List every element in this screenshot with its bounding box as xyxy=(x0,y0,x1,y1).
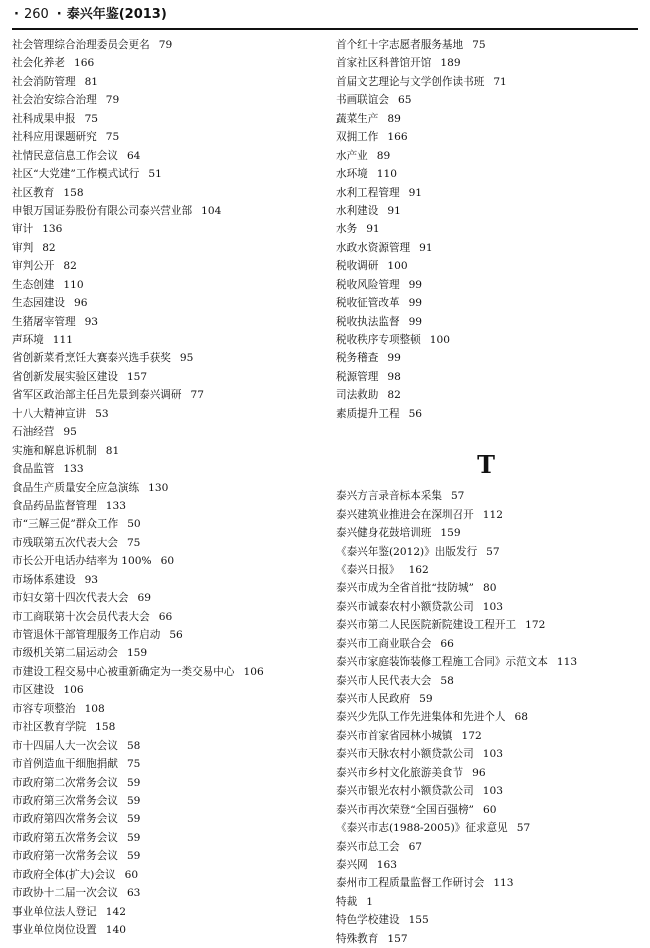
index-page-number: 99 xyxy=(408,278,423,291)
index-term: 税收执法监督 xyxy=(336,315,400,328)
index-term: 首个红十字志愿者服务基地 xyxy=(336,39,464,51)
index-entry xyxy=(336,91,646,109)
index-entry xyxy=(336,349,646,367)
index-entry xyxy=(336,54,646,72)
index-entry xyxy=(12,460,330,478)
index-page-number: 60 xyxy=(482,803,497,816)
index-page-number: 68 xyxy=(514,711,528,724)
index-page-number: 59 xyxy=(126,813,141,826)
index-entry xyxy=(336,202,646,220)
index-entry xyxy=(12,73,330,91)
index-page-number: 103 xyxy=(482,785,503,798)
index-page-number: 163 xyxy=(376,858,398,871)
index-page-number: 58 xyxy=(126,739,141,752)
index-entry xyxy=(336,405,646,423)
index-page-number: 112 xyxy=(482,508,503,521)
index-entry xyxy=(336,911,646,929)
index-entry xyxy=(12,663,330,681)
index-page-number: 95 xyxy=(179,352,194,365)
index-term: 水利建设 xyxy=(336,204,379,217)
index-entry xyxy=(12,128,330,146)
index-page-number: 75 xyxy=(126,536,141,549)
index-page-number: 136 xyxy=(42,223,63,236)
index-entry xyxy=(336,838,646,856)
index-page-number: 64 xyxy=(126,149,141,162)
index-page-number: 51 xyxy=(148,168,162,181)
index-term: 水产业 xyxy=(336,149,368,162)
index-page-number: 59 xyxy=(126,794,141,807)
index-page-number: 50 xyxy=(127,518,141,531)
index-column-left xyxy=(12,36,330,939)
index-term: 社科成果申报 xyxy=(12,112,76,125)
index-page-number: 166 xyxy=(387,131,408,144)
index-page-number: 100 xyxy=(429,334,450,346)
index-term: 市政府第二次常务会议 xyxy=(12,776,118,789)
index-page-number: 162 xyxy=(408,563,429,576)
index-entry xyxy=(12,534,330,552)
index-entry xyxy=(12,423,330,441)
index-term: 市建设工程交易中心被重新确定为一类交易中心 xyxy=(12,665,235,678)
index-page-number: 60 xyxy=(124,868,139,881)
index-entry xyxy=(12,755,330,773)
index-page-number: 104 xyxy=(201,204,222,217)
index-entry xyxy=(336,128,646,146)
index-page-number: 75 xyxy=(84,112,99,125)
index-entry xyxy=(12,515,330,533)
index-page-number: 82 xyxy=(42,241,56,254)
index-entry xyxy=(336,561,646,579)
index-term: 泰兴市成为全省首批“技防城” xyxy=(336,582,474,595)
index-term: 泰兴市人民代表大会 xyxy=(336,674,432,687)
index-term: 事业单位法人登记 xyxy=(12,905,97,918)
index-page-number: 96 xyxy=(73,297,88,310)
index-term: 泰兴市家庭装饰装修工程施工合同》示范文本 xyxy=(336,656,548,669)
index-term: 蔬菜生产 xyxy=(336,112,379,125)
index-term: 实施和解息诉机制 xyxy=(12,444,97,457)
index-entry xyxy=(336,856,646,874)
index-page-number: 98 xyxy=(387,370,401,383)
index-page-number: 67 xyxy=(408,840,423,853)
index-page-number: 59 xyxy=(419,693,433,705)
index-term: 社情民意信息工作会议 xyxy=(12,149,118,162)
index-page-number: 59 xyxy=(126,850,141,863)
index-page-number: 157 xyxy=(387,932,408,945)
index-page-number: 172 xyxy=(525,619,546,632)
index-term: 石油经营 xyxy=(12,426,55,439)
index-entry xyxy=(12,571,330,589)
index-entry xyxy=(336,73,646,91)
index-term: 水政水资源管理 xyxy=(336,241,411,254)
index-term: 泰兴市首家省园林小城镇 xyxy=(336,729,453,742)
index-page-number: 79 xyxy=(158,39,173,51)
index-term: 税收征管改革 xyxy=(336,297,400,310)
index-term: 市十四届人大一次会议 xyxy=(12,739,118,752)
index-entry xyxy=(336,294,646,312)
index-page-number: 57 xyxy=(450,490,465,503)
index-page-number: 82 xyxy=(63,260,77,273)
index-entry xyxy=(12,774,330,792)
index-page-number: 130 xyxy=(148,481,169,494)
index-term: 市政协十二届一次会议 xyxy=(12,887,118,900)
index-term: 社会管理综合治理委员会更名 xyxy=(12,39,150,51)
index-term: 水务 xyxy=(336,223,358,236)
index-entry xyxy=(12,700,330,718)
index-page-number: 106 xyxy=(243,665,264,678)
index-page-number: 159 xyxy=(126,647,148,660)
index-term: 泰兴市工商业联合会 xyxy=(336,637,432,650)
index-entry xyxy=(336,727,646,745)
index-entry xyxy=(12,829,330,847)
index-page-number: 75 xyxy=(126,758,141,771)
index-term: 省军区政治部主任吕先景到泰兴调研 xyxy=(12,389,182,402)
index-term: 特裁 xyxy=(336,895,358,908)
index-page-number: 113 xyxy=(556,656,578,669)
index-entry xyxy=(336,690,646,708)
index-page-number: 189 xyxy=(440,57,461,70)
index-page-number: 133 xyxy=(63,463,84,476)
index-term: 市级机关第二届运动会 xyxy=(12,647,118,660)
index-entry xyxy=(12,737,330,755)
index-term: 泰兴方言录音标本采集 xyxy=(336,490,442,503)
index-entry xyxy=(336,745,646,763)
index-page-number: 53 xyxy=(95,407,109,420)
index-entry xyxy=(336,220,646,238)
index-entry xyxy=(336,184,646,202)
index-term: 食品药品监督管理 xyxy=(12,499,97,512)
index-entry xyxy=(12,110,330,128)
index-page-number: 91 xyxy=(387,204,401,217)
index-entry xyxy=(12,497,330,515)
index-page-number: 110 xyxy=(376,168,398,181)
index-term: 食品监管 xyxy=(12,463,55,476)
index-term: 特殊教育 xyxy=(336,932,379,945)
index-term: 税源管理 xyxy=(336,370,379,383)
index-entry xyxy=(336,598,646,616)
index-term: 市管退休干部管理服务工作启动 xyxy=(12,629,161,641)
index-entry xyxy=(336,708,646,726)
index-page-number: 166 xyxy=(73,57,95,70)
index-term: 泰兴建筑业推进会在深圳召开 xyxy=(336,508,474,521)
index-term: 社科应用课题研究 xyxy=(12,131,97,144)
index-page-number: 96 xyxy=(472,766,486,779)
index-entry xyxy=(12,36,330,54)
index-term: 特色学校建设 xyxy=(336,914,400,927)
index-page-number: 82 xyxy=(387,389,401,402)
index-term: 税收调研 xyxy=(336,260,379,273)
index-entry xyxy=(12,792,330,810)
index-page-number: 59 xyxy=(126,831,141,844)
index-entry xyxy=(336,524,646,542)
page-number: 260 xyxy=(23,7,49,22)
index-entry xyxy=(12,644,330,662)
index-term: 社会消防管理 xyxy=(12,75,76,88)
index-term: 审判 xyxy=(12,241,34,254)
index-entry xyxy=(12,276,330,294)
index-page-number: 91 xyxy=(419,241,433,254)
index-term: 水利工程管理 xyxy=(336,186,400,199)
index-page-number: 103 xyxy=(482,600,503,613)
index-page-number: 1 xyxy=(366,895,373,908)
index-term: 市首例造血干细胞捐献 xyxy=(12,758,118,771)
index-entry xyxy=(336,313,646,331)
index-entry xyxy=(12,368,330,386)
index-entry xyxy=(336,386,646,404)
index-term: 省创新发展实验区建设 xyxy=(12,370,118,383)
index-entry xyxy=(12,479,330,497)
index-term: 市社区教育学院 xyxy=(12,721,87,734)
index-term: 声环境 xyxy=(12,334,44,346)
index-entry xyxy=(12,54,330,72)
index-page-number: 113 xyxy=(493,877,514,890)
index-entry xyxy=(336,764,646,782)
index-term: 双拥工作 xyxy=(336,131,379,144)
index-page-number: 80 xyxy=(482,582,497,595)
index-entry xyxy=(12,718,330,736)
index-term: 泰兴市第二人民医院新院建设工程开工 xyxy=(336,619,517,632)
index-entry xyxy=(336,239,646,257)
section-letter: T xyxy=(477,450,495,480)
header-bullet: · xyxy=(14,7,19,22)
index-term: 社区教育 xyxy=(12,186,55,199)
index-term: 市残联第五次代表大会 xyxy=(12,536,118,549)
index-page-number: 99 xyxy=(408,315,423,328)
index-page-number: 108 xyxy=(84,702,105,715)
index-page-number: 95 xyxy=(63,426,77,439)
index-term: 市长公开电话办结率为 100% xyxy=(12,555,152,568)
index-page-number: 100 xyxy=(387,260,408,273)
index-page-number: 63 xyxy=(126,887,141,900)
index-entry xyxy=(12,147,330,165)
index-term: 泰兴市再次荣登“全国百强榜” xyxy=(336,803,474,816)
index-term: 税收秩序专项整顿 xyxy=(336,334,421,346)
index-term: 市政府第五次常务会议 xyxy=(12,831,118,844)
index-entry xyxy=(12,220,330,238)
index-term: 水环境 xyxy=(336,168,368,181)
index-term: 泰兴少先队工作先进集体和先进个人 xyxy=(336,711,506,724)
index-entry xyxy=(336,368,646,386)
index-group-t xyxy=(336,487,646,948)
index-entry xyxy=(336,110,646,128)
index-page-number: 159 xyxy=(440,527,461,540)
index-term: 生猪屠宰管理 xyxy=(12,315,76,328)
index-term: 泰兴市天脉农村小额贷款公司 xyxy=(336,748,474,761)
index-page-number: 111 xyxy=(52,334,74,346)
index-entry xyxy=(336,653,646,671)
index-page-number: 91 xyxy=(366,223,380,236)
index-entry xyxy=(336,331,646,349)
index-entry xyxy=(12,626,330,644)
index-page-number: 69 xyxy=(137,592,152,605)
index-page-number: 79 xyxy=(105,94,120,107)
index-entry xyxy=(336,782,646,800)
index-term: 食品生产质量安全应急演练 xyxy=(12,481,140,494)
index-term: 市妇女第十四次代表大会 xyxy=(12,592,129,605)
index-entry xyxy=(12,866,330,884)
index-entry xyxy=(12,921,330,939)
index-page-number: 60 xyxy=(160,555,175,568)
index-term: 十八大精神宣讲 xyxy=(12,407,87,420)
index-page-number: 66 xyxy=(440,637,454,650)
index-page-number: 158 xyxy=(63,186,84,199)
index-page-number: 77 xyxy=(190,389,204,402)
index-page-number: 99 xyxy=(408,297,423,310)
index-page-number: 140 xyxy=(105,924,126,936)
index-page-number: 56 xyxy=(408,407,423,420)
index-term: 首届文艺理论与文学创作读书班 xyxy=(336,75,485,88)
index-entry xyxy=(12,608,330,626)
index-page-number: 133 xyxy=(105,499,126,512)
index-term: 泰兴市总工会 xyxy=(336,840,400,853)
index-term: 泰兴网 xyxy=(336,858,368,871)
index-entry xyxy=(336,276,646,294)
index-entry xyxy=(12,810,330,828)
index-term: 书画联谊会 xyxy=(336,94,389,107)
index-entry xyxy=(12,91,330,109)
index-term: 审计 xyxy=(12,223,34,236)
index-term: 泰州市工程质量监督工作研讨会 xyxy=(336,877,485,890)
index-page-number: 103 xyxy=(482,748,503,761)
index-term: 生态园建设 xyxy=(12,297,65,310)
index-entry xyxy=(336,543,646,561)
index-page-number: 59 xyxy=(126,776,141,789)
index-entry xyxy=(336,672,646,690)
index-term: 市政府全体(扩大)会议 xyxy=(12,868,116,881)
index-page-number: 155 xyxy=(408,914,429,927)
index-page-number: 172 xyxy=(461,729,482,742)
page-header xyxy=(12,4,638,30)
index-term: 《泰兴年鉴(2012)》出版发行 xyxy=(336,545,478,558)
index-page-number: 93 xyxy=(84,315,99,328)
index-entry xyxy=(336,257,646,275)
index-entry xyxy=(336,819,646,837)
index-term: 市工商联第十次会员代表大会 xyxy=(12,610,150,623)
index-page-number: 93 xyxy=(84,573,99,586)
index-entry xyxy=(12,257,330,275)
index-entry xyxy=(336,893,646,911)
index-entry xyxy=(12,903,330,921)
index-entry xyxy=(12,589,330,607)
index-term: 泰兴市人民政府 xyxy=(336,693,411,705)
header-bullet: · xyxy=(56,7,62,22)
book-title: 泰兴年鉴(2013) xyxy=(66,7,167,22)
index-entry xyxy=(336,165,646,183)
index-term: 《泰兴日报》 xyxy=(336,563,400,576)
index-term: 市政府第四次常务会议 xyxy=(12,813,118,826)
index-page-number: 75 xyxy=(105,131,120,144)
index-term: 市“三解三促”群众工作 xyxy=(12,518,119,531)
index-page-number: 57 xyxy=(516,822,531,835)
index-term: 市政府第一次常务会议 xyxy=(12,850,118,863)
index-page-number: 81 xyxy=(105,444,120,457)
index-page-number: 110 xyxy=(63,278,84,291)
index-term: 泰兴健身花鼓培训班 xyxy=(336,527,432,540)
index-entry xyxy=(336,874,646,892)
index-term: 市政府第三次常务会议 xyxy=(12,794,118,807)
index-page-number: 89 xyxy=(387,112,401,125)
index-page-number: 89 xyxy=(376,149,391,162)
index-term: 市场体系建设 xyxy=(12,573,76,586)
index-entry xyxy=(336,801,646,819)
index-term: 司法救助 xyxy=(336,389,379,402)
index-page-number: 106 xyxy=(63,684,84,697)
index-term: 泰兴市乡村文化旅游美食节 xyxy=(336,766,464,779)
index-page-number: 56 xyxy=(169,629,183,641)
index-page-number: 158 xyxy=(95,721,116,734)
index-page-number: 99 xyxy=(387,352,401,365)
index-entry xyxy=(12,313,330,331)
index-term: 省创新菜肴烹饪大赛泰兴选手获奖 xyxy=(12,352,171,365)
index-term: 泰兴市诚泰农村小额贷款公司 xyxy=(336,600,474,613)
index-page-number: 71 xyxy=(493,75,507,88)
index-term: 首家社区科普馆开馆 xyxy=(336,57,432,70)
index-page-number: 65 xyxy=(397,94,412,107)
index-entry xyxy=(336,487,646,505)
index-entry xyxy=(12,294,330,312)
index-term: 社会化养老 xyxy=(12,57,65,70)
index-term: 社区“大党建”工作模式试行 xyxy=(12,168,140,181)
index-entry xyxy=(12,552,330,570)
index-entry xyxy=(336,930,646,948)
index-entry xyxy=(336,635,646,653)
index-entry xyxy=(12,202,330,220)
index-entry xyxy=(12,349,330,367)
index-page-number: 91 xyxy=(408,186,423,199)
index-entry xyxy=(12,884,330,902)
index-term: 社会治安综合治理 xyxy=(12,94,97,107)
index-term: 《泰兴市志(1988-2005)》征求意见 xyxy=(336,822,508,835)
index-term: 市容专项整治 xyxy=(12,702,76,715)
index-page-number: 66 xyxy=(158,610,173,623)
index-term: 税收风险管理 xyxy=(336,278,400,291)
index-entry xyxy=(336,506,646,524)
index-entry xyxy=(336,616,646,634)
index-entry xyxy=(12,405,330,423)
index-page-number: 157 xyxy=(126,370,148,383)
index-term: 市区建设 xyxy=(12,684,55,697)
index-page-number: 58 xyxy=(440,674,454,687)
index-entry xyxy=(12,331,330,349)
index-term: 申银万国证券股份有限公司泰兴营业部 xyxy=(12,204,193,217)
index-entry xyxy=(12,386,330,404)
index-entry xyxy=(12,442,330,460)
index-entry xyxy=(336,579,646,597)
index-term: 素质提升工程 xyxy=(336,407,400,420)
index-entry xyxy=(12,165,330,183)
index-term: 事业单位岗位设置 xyxy=(12,924,97,936)
index-entry xyxy=(12,847,330,865)
index-term: 生态创建 xyxy=(12,278,55,291)
index-page-number: 142 xyxy=(105,905,126,918)
index-page-number: 57 xyxy=(486,545,500,558)
index-entry xyxy=(12,184,330,202)
index-term: 泰兴市银光农村小额贷款公司 xyxy=(336,785,474,798)
index-page-number: 81 xyxy=(84,75,99,88)
index-entry xyxy=(12,239,330,257)
index-term: 审判公开 xyxy=(12,260,55,273)
index-entry xyxy=(336,147,646,165)
index-column-right xyxy=(336,36,646,948)
index-group-s xyxy=(336,36,646,423)
index-page-number: 75 xyxy=(472,39,486,51)
index-term: 税务稽查 xyxy=(336,352,379,365)
index-entry xyxy=(12,681,330,699)
index-entry xyxy=(336,36,646,54)
